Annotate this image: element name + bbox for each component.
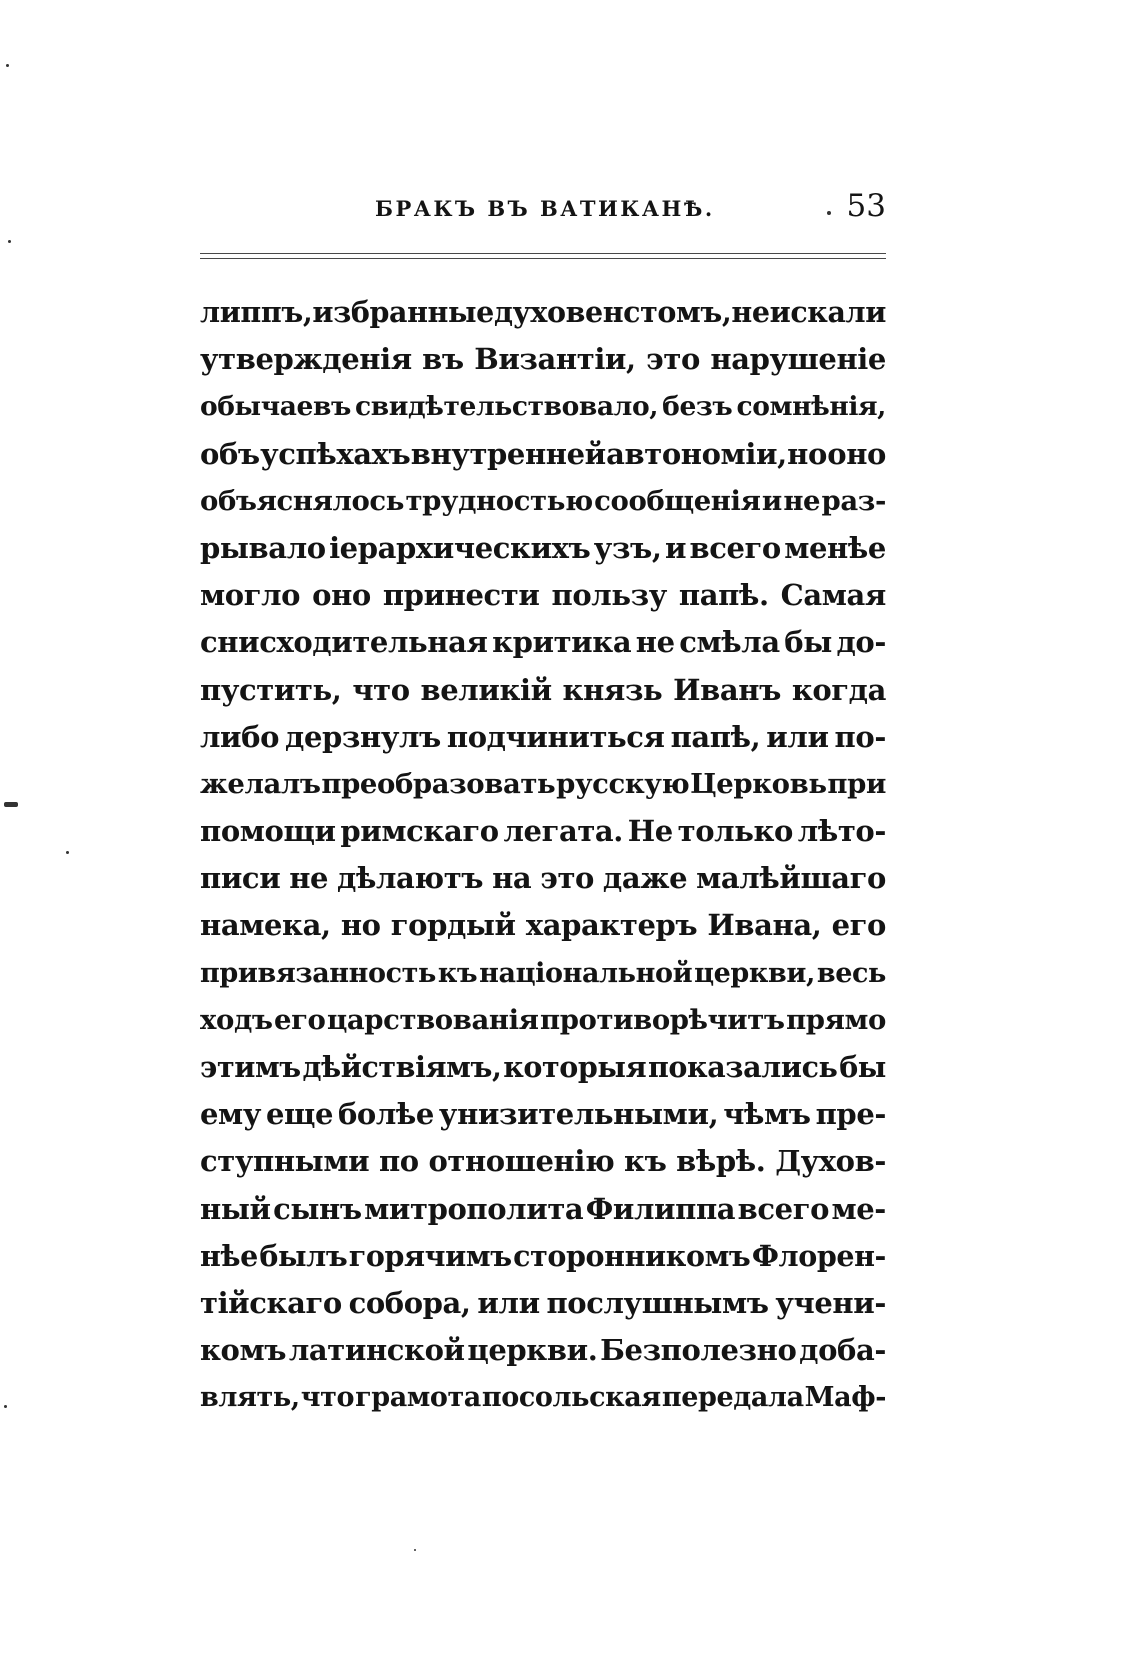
- text-word: унизительными,: [438, 1097, 719, 1132]
- scan-speck: [8, 240, 11, 243]
- text-word: этимъ: [200, 1050, 301, 1084]
- text-word: узъ,: [593, 530, 662, 565]
- text-line: [200, 1186, 886, 1233]
- text-word: церкви,: [694, 957, 815, 989]
- text-word: къ: [437, 957, 478, 989]
- text-word: менѣе: [784, 530, 886, 565]
- scan-speck: [4, 802, 18, 807]
- text-word: и: [761, 484, 782, 517]
- text-word: папѣ.: [678, 578, 769, 613]
- text-line: [200, 1044, 886, 1091]
- text-word: пре-: [815, 1097, 886, 1132]
- text-word: до-: [836, 625, 886, 660]
- text-word: по: [378, 1144, 419, 1179]
- text-word: ему: [200, 1097, 262, 1132]
- text-word: князь: [562, 672, 663, 707]
- text-word: избранные: [312, 295, 494, 329]
- scan-speck: [414, 1549, 416, 1551]
- text-word: дерзнулъ: [285, 719, 441, 754]
- text-word: вѣрѣ.: [676, 1144, 766, 1179]
- text-word: смѣла: [679, 625, 780, 660]
- text-word: искали: [769, 295, 886, 329]
- text-line: [200, 855, 886, 902]
- text-line: [200, 1280, 886, 1327]
- text-word: не: [635, 625, 675, 660]
- text-line: [200, 572, 886, 619]
- text-word: когда: [791, 672, 886, 707]
- text-word: пустить,: [200, 672, 342, 707]
- text-word: сообщенія: [594, 484, 761, 517]
- text-word: болѣе: [337, 1097, 434, 1132]
- text-word: доба-: [799, 1333, 886, 1368]
- text-word: сомнѣнія,: [736, 391, 886, 423]
- text-word: Безполезно: [600, 1333, 797, 1368]
- text-word: сторонникомъ: [513, 1238, 751, 1273]
- text-word: при: [827, 767, 886, 800]
- text-word: тійскаго: [200, 1285, 342, 1320]
- text-word: іерархическихъ: [329, 530, 591, 565]
- text-word: подчиниться: [446, 719, 665, 754]
- text-line: [200, 383, 886, 430]
- text-word: не: [289, 861, 329, 896]
- text-word: прямо: [786, 1003, 886, 1036]
- text-word: Византіи,: [474, 342, 636, 377]
- text-word: которыя: [503, 1050, 647, 1084]
- text-word: Ивана,: [707, 908, 822, 943]
- text-line: [200, 619, 886, 666]
- text-word: отношенію: [428, 1144, 615, 1179]
- text-word: послушнымъ: [546, 1285, 769, 1320]
- text-word: церкви.: [467, 1333, 598, 1368]
- text-word: великій: [420, 672, 552, 707]
- text-line: [200, 1091, 886, 1138]
- text-word: чѣмъ: [723, 1097, 811, 1132]
- text-word: раз-: [821, 484, 886, 517]
- text-word: по-: [834, 719, 886, 754]
- text-word: римскаго: [340, 814, 499, 849]
- text-word: преобразовать: [321, 767, 556, 800]
- text-word: безъ: [662, 391, 733, 423]
- text-word: Самая: [780, 578, 886, 613]
- text-word: дѣлаютъ: [337, 861, 484, 896]
- text-word: его: [274, 1003, 326, 1036]
- text-word: объ: [200, 436, 260, 471]
- text-word: не: [731, 295, 770, 329]
- text-word: на: [492, 861, 532, 896]
- text-word: трудностью: [405, 484, 593, 517]
- text-word: только: [677, 814, 793, 849]
- text-line: [200, 1233, 886, 1280]
- text-word: это: [646, 342, 700, 377]
- text-word: гордый: [390, 908, 516, 943]
- body-text: [200, 289, 886, 1422]
- text-word: обычаевъ: [200, 391, 351, 423]
- text-line: [200, 714, 886, 761]
- text-line: [200, 950, 886, 997]
- text-word: автономіи,: [606, 436, 787, 471]
- scan-speck: [4, 1405, 7, 1408]
- text-word: былъ: [259, 1238, 348, 1273]
- text-word: передала: [661, 1382, 804, 1414]
- text-word: критика: [492, 625, 632, 660]
- text-word: бы: [839, 1050, 886, 1084]
- text-word: помощи: [200, 814, 336, 849]
- text-word: но: [340, 908, 381, 943]
- text-word: дѣйствіямъ,: [302, 1050, 502, 1084]
- text-word: пользу: [551, 578, 667, 613]
- text-word: рывало: [200, 530, 326, 565]
- text-word: ходъ: [200, 1003, 273, 1036]
- text-word: ступными: [200, 1144, 370, 1179]
- text-word: это: [540, 861, 594, 896]
- text-word: принести: [382, 578, 540, 613]
- text-word: нарушеніе: [710, 342, 886, 377]
- text-word: могло: [200, 578, 301, 613]
- text-word: Духов-: [775, 1144, 886, 1179]
- text-word: оно: [312, 578, 371, 613]
- text-word: внутренней: [410, 436, 606, 471]
- text-word: и: [664, 530, 687, 565]
- text-word: намека,: [200, 908, 331, 943]
- text-word: весь: [816, 957, 886, 989]
- text-word: даже: [602, 861, 688, 896]
- text-word: въ: [422, 342, 464, 377]
- text-word: собора,: [348, 1285, 471, 1320]
- text-word: латинской: [288, 1333, 465, 1368]
- text-line: [200, 667, 886, 714]
- text-word: утвержденія: [200, 342, 412, 377]
- text-line: [200, 1138, 886, 1185]
- text-word: царствованія: [326, 1003, 539, 1036]
- text-word: либо: [200, 719, 280, 754]
- text-word: комъ: [200, 1333, 287, 1368]
- text-word: папѣ,: [670, 719, 761, 754]
- text-word: Церковь: [690, 767, 827, 800]
- text-word: Филиппа: [585, 1191, 736, 1226]
- text-line: [200, 289, 886, 336]
- text-word: малѣйшаго: [696, 861, 886, 896]
- text-line: [200, 336, 886, 383]
- text-word: липпъ,: [200, 295, 313, 329]
- text-word: митрополита: [364, 1191, 584, 1226]
- page-number: 53: [846, 188, 886, 224]
- text-line: [200, 1374, 886, 1421]
- text-line: [200, 431, 886, 478]
- text-word: не: [783, 484, 821, 517]
- text-word: сынъ: [273, 1191, 362, 1226]
- text-word: къ: [624, 1144, 667, 1179]
- scan-speck: [6, 64, 9, 67]
- text-line: [200, 808, 886, 855]
- text-word: посольская: [481, 1382, 661, 1414]
- text-word: оно: [827, 436, 886, 471]
- text-word: лѣто-: [797, 814, 886, 849]
- text-word: ный: [200, 1191, 271, 1226]
- text-word: бы: [784, 625, 832, 660]
- text-line: [200, 478, 886, 525]
- text-word: свидѣтельствовало,: [355, 391, 659, 423]
- running-head: [200, 188, 886, 234]
- header-rule: [200, 253, 886, 259]
- text-word: писи: [200, 861, 281, 896]
- text-word: характеръ: [525, 908, 698, 943]
- text-word: нѣе: [200, 1238, 258, 1273]
- text-word: еще: [265, 1097, 334, 1132]
- text-word: что: [300, 1382, 355, 1414]
- text-line: [200, 761, 886, 808]
- text-word: его: [831, 908, 886, 943]
- text-line: [200, 1327, 886, 1374]
- text-word: легата.: [503, 814, 623, 849]
- text-word: желалъ: [200, 767, 321, 800]
- text-word: грамота: [355, 1382, 481, 1414]
- text-word: учени-: [775, 1285, 886, 1320]
- text-word: горячимъ: [348, 1238, 512, 1273]
- scan-speck: [827, 211, 831, 215]
- text-word: или: [477, 1285, 540, 1320]
- text-word: снисходительная: [200, 625, 488, 660]
- text-word: ме-: [831, 1191, 886, 1226]
- text-word: Флорен-: [751, 1238, 886, 1273]
- text-word: Не: [627, 814, 673, 849]
- text-word: русскую: [556, 767, 690, 800]
- text-line: [200, 525, 886, 572]
- text-word: духовенстомъ,: [493, 295, 732, 329]
- scan-speck: [66, 851, 69, 854]
- text-word: всего: [737, 1191, 830, 1226]
- text-word: Маф-: [804, 1382, 886, 1414]
- text-word: Иванъ: [673, 672, 781, 707]
- running-title: БРАКЪ ВЪ ВАТИКАНѢ.: [375, 196, 715, 221]
- text-line: [200, 902, 886, 949]
- text-word: что: [352, 672, 410, 707]
- text-word: противорѣчитъ: [540, 1003, 785, 1036]
- text-word: всего: [689, 530, 781, 565]
- text-word: привязанность: [200, 957, 436, 989]
- text-word: но: [787, 436, 827, 471]
- text-word: или: [766, 719, 829, 754]
- text-word: влять,: [200, 1382, 300, 1414]
- text-word: объяснялось: [200, 484, 405, 517]
- text-line: [200, 997, 886, 1044]
- text-word: показались: [647, 1050, 838, 1084]
- text-word: національной: [479, 957, 693, 989]
- text-word: успѣхахъ: [260, 436, 411, 471]
